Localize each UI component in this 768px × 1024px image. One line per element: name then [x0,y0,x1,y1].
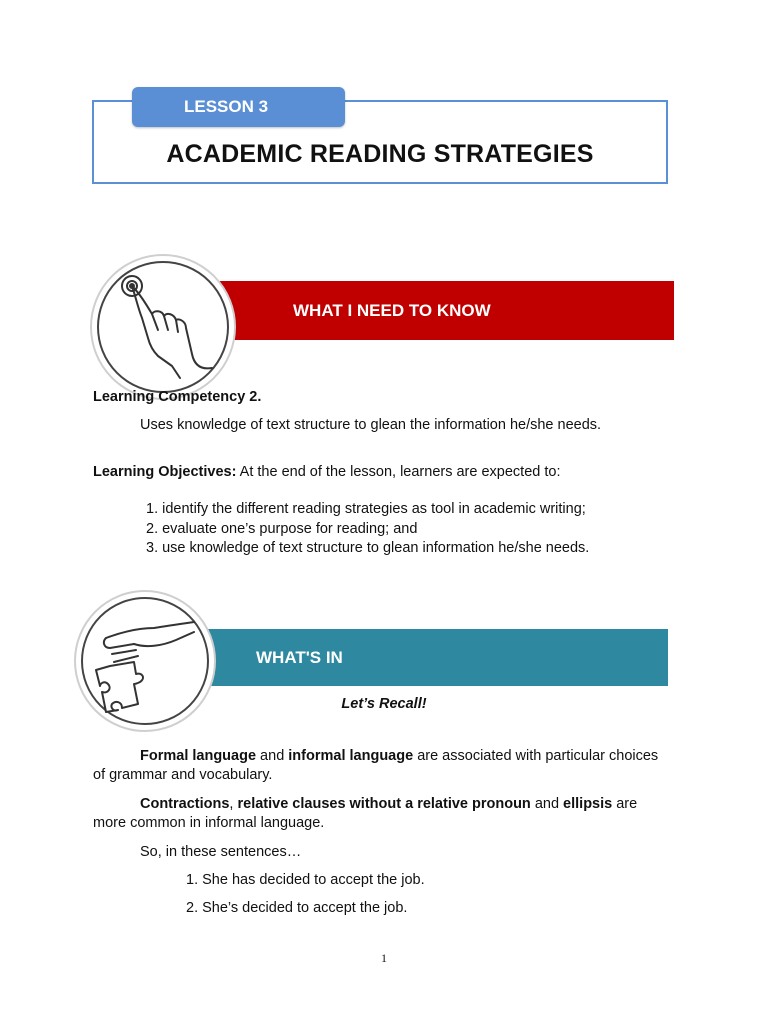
section-banner-what-i-need-to-know [210,281,674,340]
page-number: 1 [381,951,387,965]
pointing-hand-icon [90,254,236,400]
paragraph-rest: are more common in informal language. [93,796,638,831]
list-item: 1. identify the different reading strategies as tool in academic writing; [146,501,586,517]
list-item: 3. use knowledge of text structure to glean information he/she needs. [146,540,590,556]
paragraph-sentences-intro: So, in these sentences… [140,844,302,860]
objectives-list [146,500,589,559]
term-formal-language: Formal language [140,748,257,764]
section-title: WHAT I NEED TO KNOW [293,300,491,320]
lesson-title: ACADEMIC READING STRATEGIES [166,140,594,168]
recall-heading: Let’s Recall! [341,696,427,712]
connector-text: and [530,796,564,812]
paragraph-contractions [93,795,673,833]
term-ellipsis: ellipsis [563,796,613,812]
list-item: 2. evaluate one’s purpose for reading; and [146,520,418,537]
objectives-label: Learning Objectives: [93,464,237,480]
paragraph-rest: are associated with particular choices of grammar and vocabulary. [93,748,659,783]
paragraph-formal-informal [93,747,673,785]
section-banner-whats-in [200,629,668,686]
competency-text: Uses knowledge of text structure to glean the information he/she needs. [140,417,602,433]
competency-label: Learning Competency 2. [93,389,262,405]
term-informal-language: informal language [288,748,414,764]
section-title: WHAT'S IN [256,647,343,667]
example-sentence: 1. She has decided to accept the job. [186,872,425,888]
connector-text: , [229,796,238,812]
connector-text: and [256,748,289,764]
example-sentence: 2. She’s decided to accept the job. [186,900,408,916]
objectives-line [93,463,560,482]
objectives-intro: At the end of the lesson, learners are expected to: [236,464,561,480]
term-contractions: Contractions [140,796,230,812]
lesson-tab: LESSON 3 [132,87,345,127]
term-relative-clauses: relative clauses without a relative pronoun [237,796,531,812]
